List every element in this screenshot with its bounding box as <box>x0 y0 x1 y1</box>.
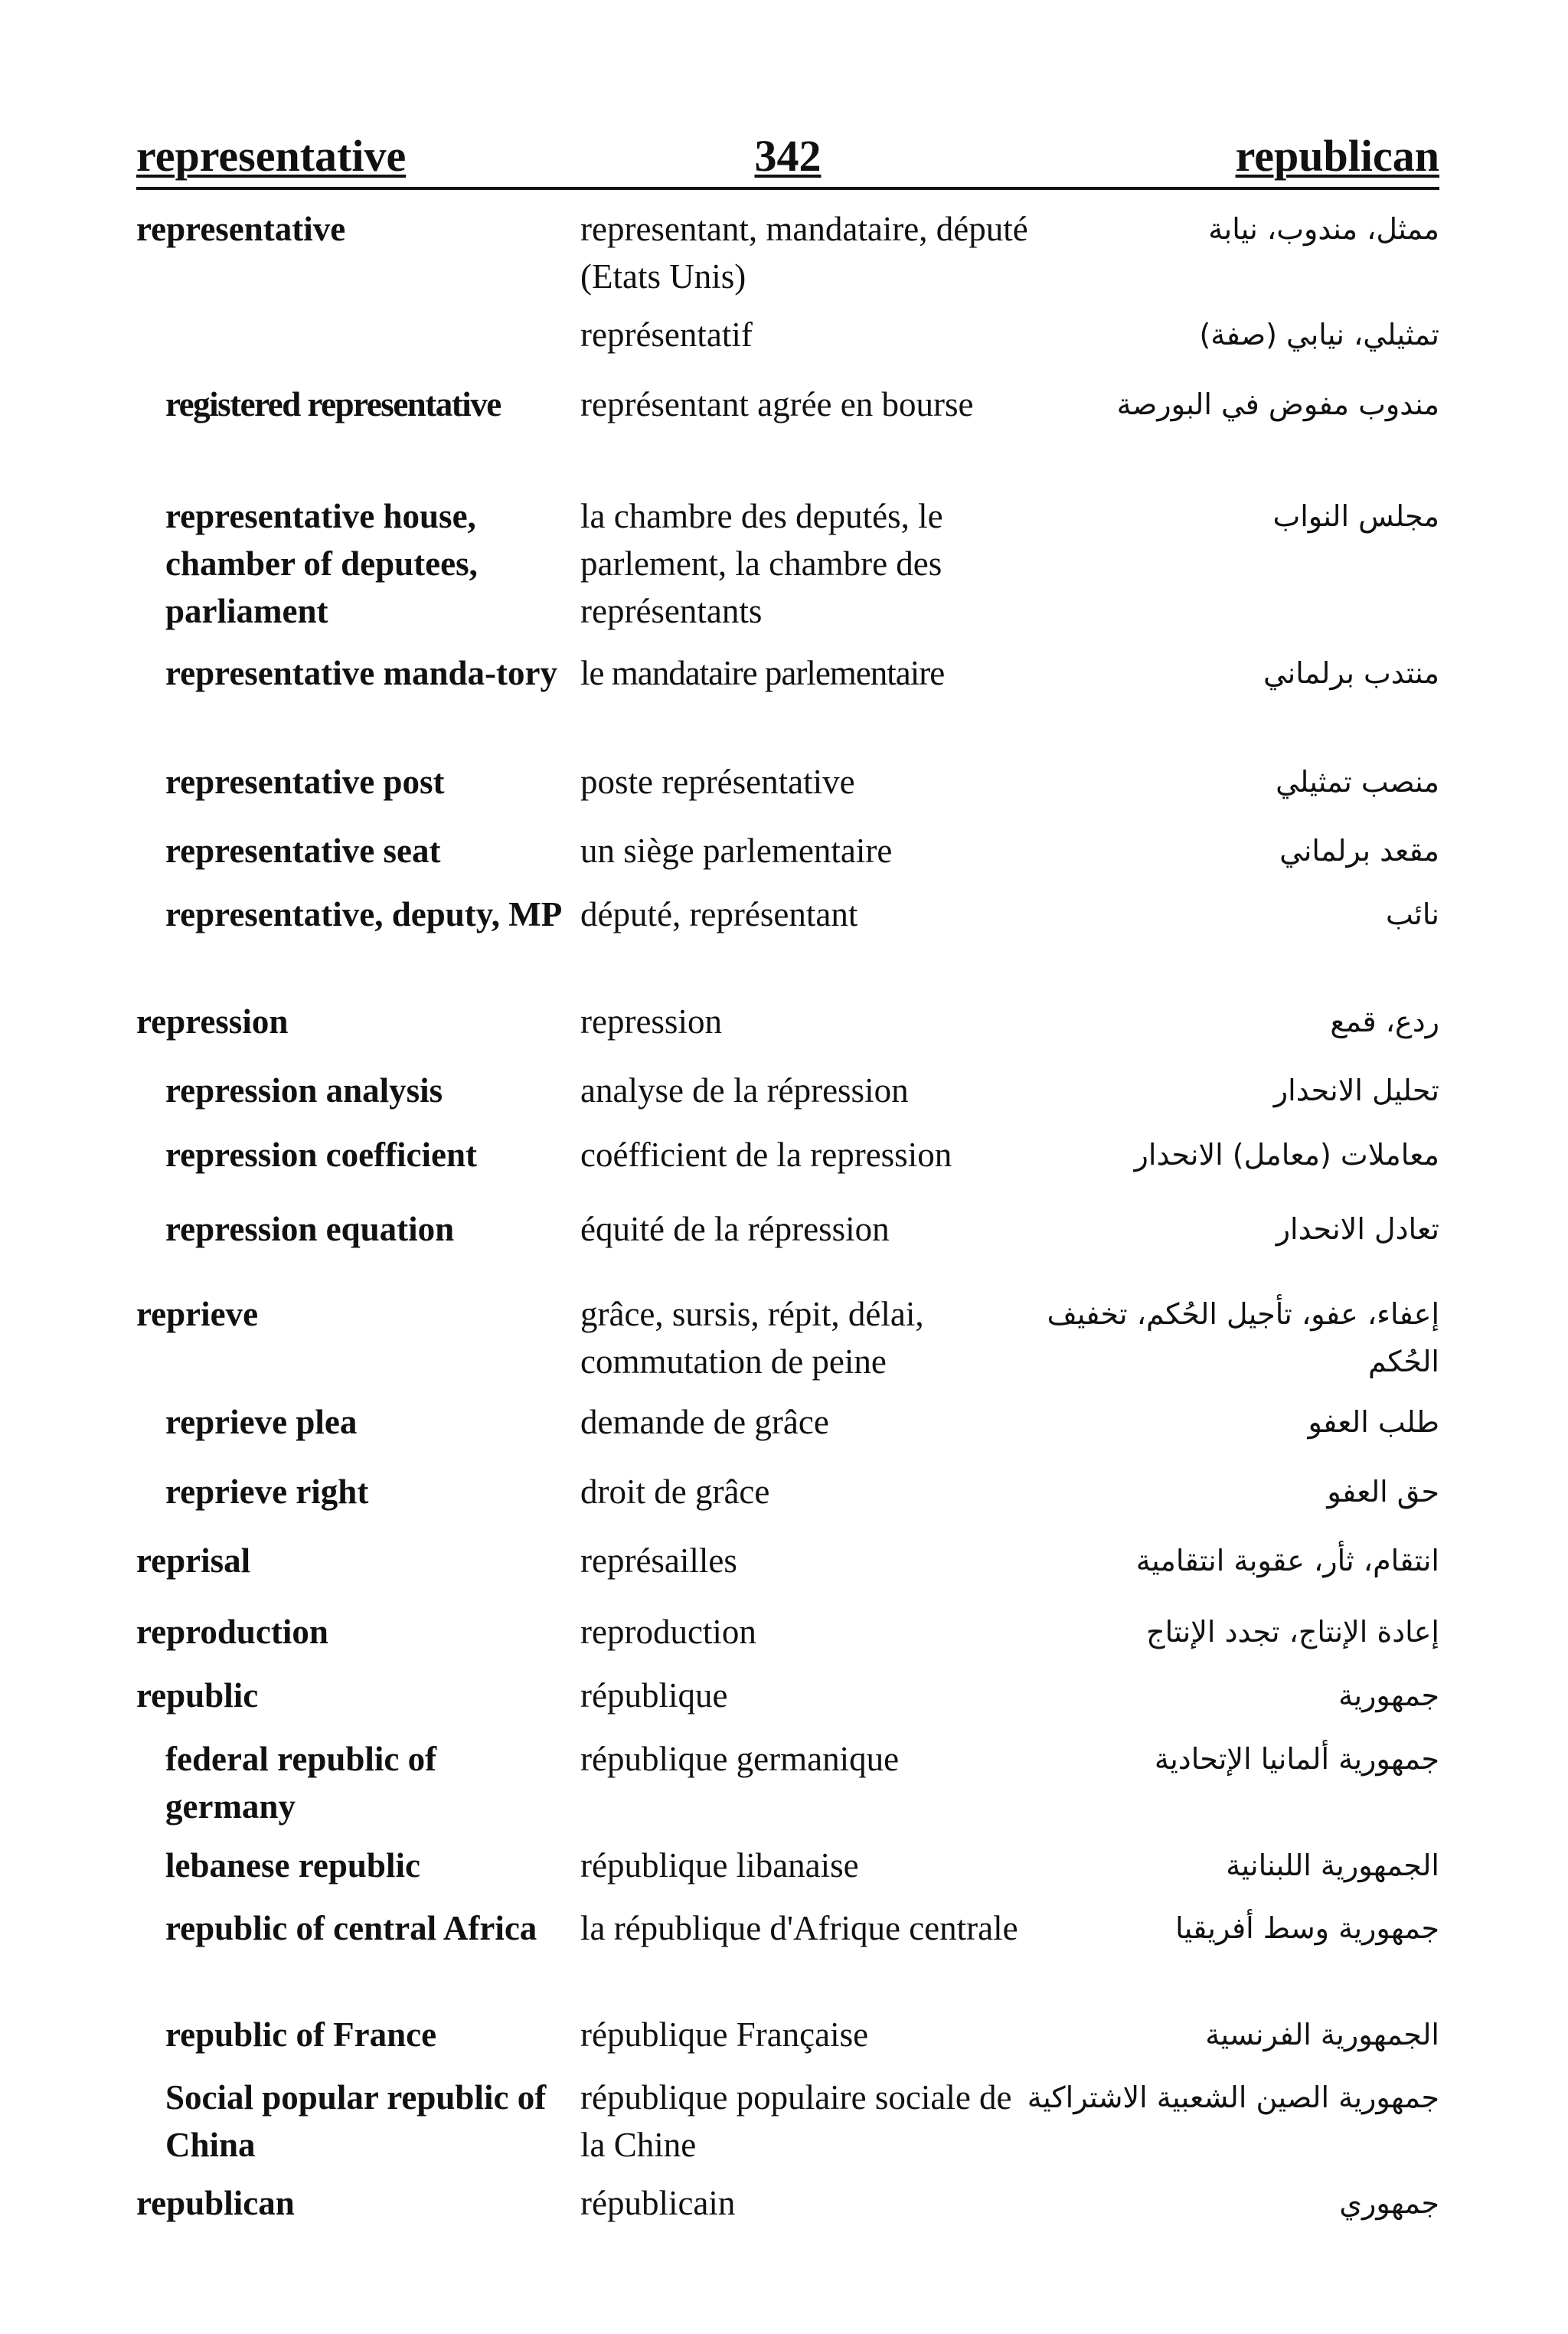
entry-term: registered representative <box>165 385 501 423</box>
entry-term: representative <box>136 210 346 248</box>
entry-french: représentant agrée en bourse <box>580 385 974 423</box>
page-header <box>136 129 1439 188</box>
entry-term: reprieve <box>136 1295 259 1333</box>
entry-arabic: تعادل الانحدار <box>1276 1212 1439 1246</box>
entry-arabic: جمهورية ألمانيا الإتحادية <box>1154 1742 1439 1776</box>
entry-term: representative house, chamber of deputees, parliament <box>165 497 478 630</box>
entry-arabic: منتدب برلماني <box>1263 656 1439 690</box>
entry-french: république Française <box>580 2015 869 2054</box>
entry-arabic: تمثيلي، نيابي (صفة) <box>1199 318 1439 351</box>
entry-arabic: مقعد برلماني <box>1279 834 1439 868</box>
entry-french: grâce, sursis, répit, délai, commutation de peine <box>580 1295 924 1381</box>
entry-arabic: جمهورية وسط أفريقيا <box>1175 1911 1439 1945</box>
entry-french: demande de grâce <box>580 1403 829 1441</box>
entry-term: representative post <box>165 763 445 801</box>
entry-term: repression analysis <box>165 1071 443 1110</box>
entry-term: representative seat <box>165 832 441 870</box>
entry-arabic: مجلس النواب <box>1272 499 1439 533</box>
entry-french: député, représentant <box>580 895 858 933</box>
entry-arabic: إعادة الإنتاج، تجدد الإنتاج <box>1146 1615 1439 1649</box>
entry-french: un siège parlementaire <box>580 832 893 870</box>
entry-term: representative manda-tory <box>165 654 557 692</box>
entry-term: reproduction <box>136 1613 328 1651</box>
entry-term: repression equation <box>165 1210 455 1248</box>
header-first-word: representative <box>136 131 407 181</box>
entry-french: reproduction <box>580 1613 756 1651</box>
entry-arabic: منصب تمثيلي <box>1276 765 1439 799</box>
entry-arabic: معاملات (معامل) الانحدار <box>1134 1138 1439 1172</box>
entry-french: le mandataire parlementaire <box>580 654 945 692</box>
entry-french: la république d'Afrique centrale <box>580 1909 1018 1947</box>
entry-french: representant, mandataire, député (Etats Unis) <box>580 210 1028 296</box>
entry-arabic: مندوب مفوض في البورصة <box>1116 387 1439 421</box>
entry-arabic: جمهورية <box>1338 1679 1439 1712</box>
entry-term: reprisal <box>136 1541 251 1580</box>
entry-french: analyse de la répression <box>580 1071 909 1110</box>
entry-arabic: ممثل، مندوب، نيابة <box>1208 212 1439 246</box>
entry-arabic: إعفاء، عفو، تأجيل الحُكم، تخفيف الحُكم <box>1047 1297 1439 1378</box>
entry-french: république populaire sociale de la Chine <box>580 2078 1012 2164</box>
entry-term: republic of France <box>165 2015 437 2054</box>
entry-french: représailles <box>580 1541 737 1580</box>
entry-french: représentatif <box>580 315 753 354</box>
entry-french: coéfficient de la repression <box>580 1136 952 1174</box>
entry-arabic: ردع، قمع <box>1330 1005 1439 1038</box>
header-last-word: republican <box>1235 131 1439 181</box>
entry-arabic: انتقام، ثأر، عقوبة انتقامية <box>1135 1544 1439 1577</box>
entry-term: reprieve right <box>165 1473 369 1511</box>
entry-french: équité de la répression <box>580 1210 890 1248</box>
entry-term: reprieve plea <box>165 1403 358 1441</box>
entry-term: Social popular republic of China <box>165 2078 547 2164</box>
entry-arabic: الجمهورية الفرنسية <box>1205 2018 1439 2051</box>
entry-term: republic of central Africa <box>165 1909 537 1947</box>
entry-term: republican <box>136 2184 295 2222</box>
entry-french: poste représentative <box>580 763 855 801</box>
entry-arabic: الجمهورية اللبنانية <box>1226 1849 1439 1882</box>
entry-french: droit de grâce <box>580 1473 770 1511</box>
entry-term: repression <box>136 1002 289 1041</box>
entry-french: la chambre des deputés, le parlement, la chambre des représentants <box>580 497 943 630</box>
entry-arabic: جمهورية الصين الشعبية الاشتراكية <box>1027 2081 1439 2114</box>
page-number: 342 <box>754 131 822 181</box>
entry-arabic: حق العفو <box>1327 1475 1439 1509</box>
entry-french: républicain <box>580 2184 736 2222</box>
entry-french: repression <box>580 1002 722 1041</box>
entry-arabic: جمهوري <box>1339 2186 1439 2220</box>
entry-arabic: تحليل الانحدار <box>1273 1074 1439 1107</box>
entry-term: repression coefficient <box>165 1136 477 1174</box>
entry-term: lebanese republic <box>165 1846 420 1885</box>
entry-arabic: نائب <box>1385 897 1439 931</box>
entry-french: république germanique <box>580 1740 900 1778</box>
entry-french: république libanaise <box>580 1846 859 1885</box>
entry-french: république <box>580 1676 728 1715</box>
entry-term: federal republic of germany <box>165 1740 437 1826</box>
entry-term: republic <box>136 1676 259 1715</box>
entry-term: representative, deputy, MP <box>165 895 563 933</box>
entry-arabic: طلب العفو <box>1308 1405 1439 1439</box>
header-rule <box>136 187 1439 190</box>
